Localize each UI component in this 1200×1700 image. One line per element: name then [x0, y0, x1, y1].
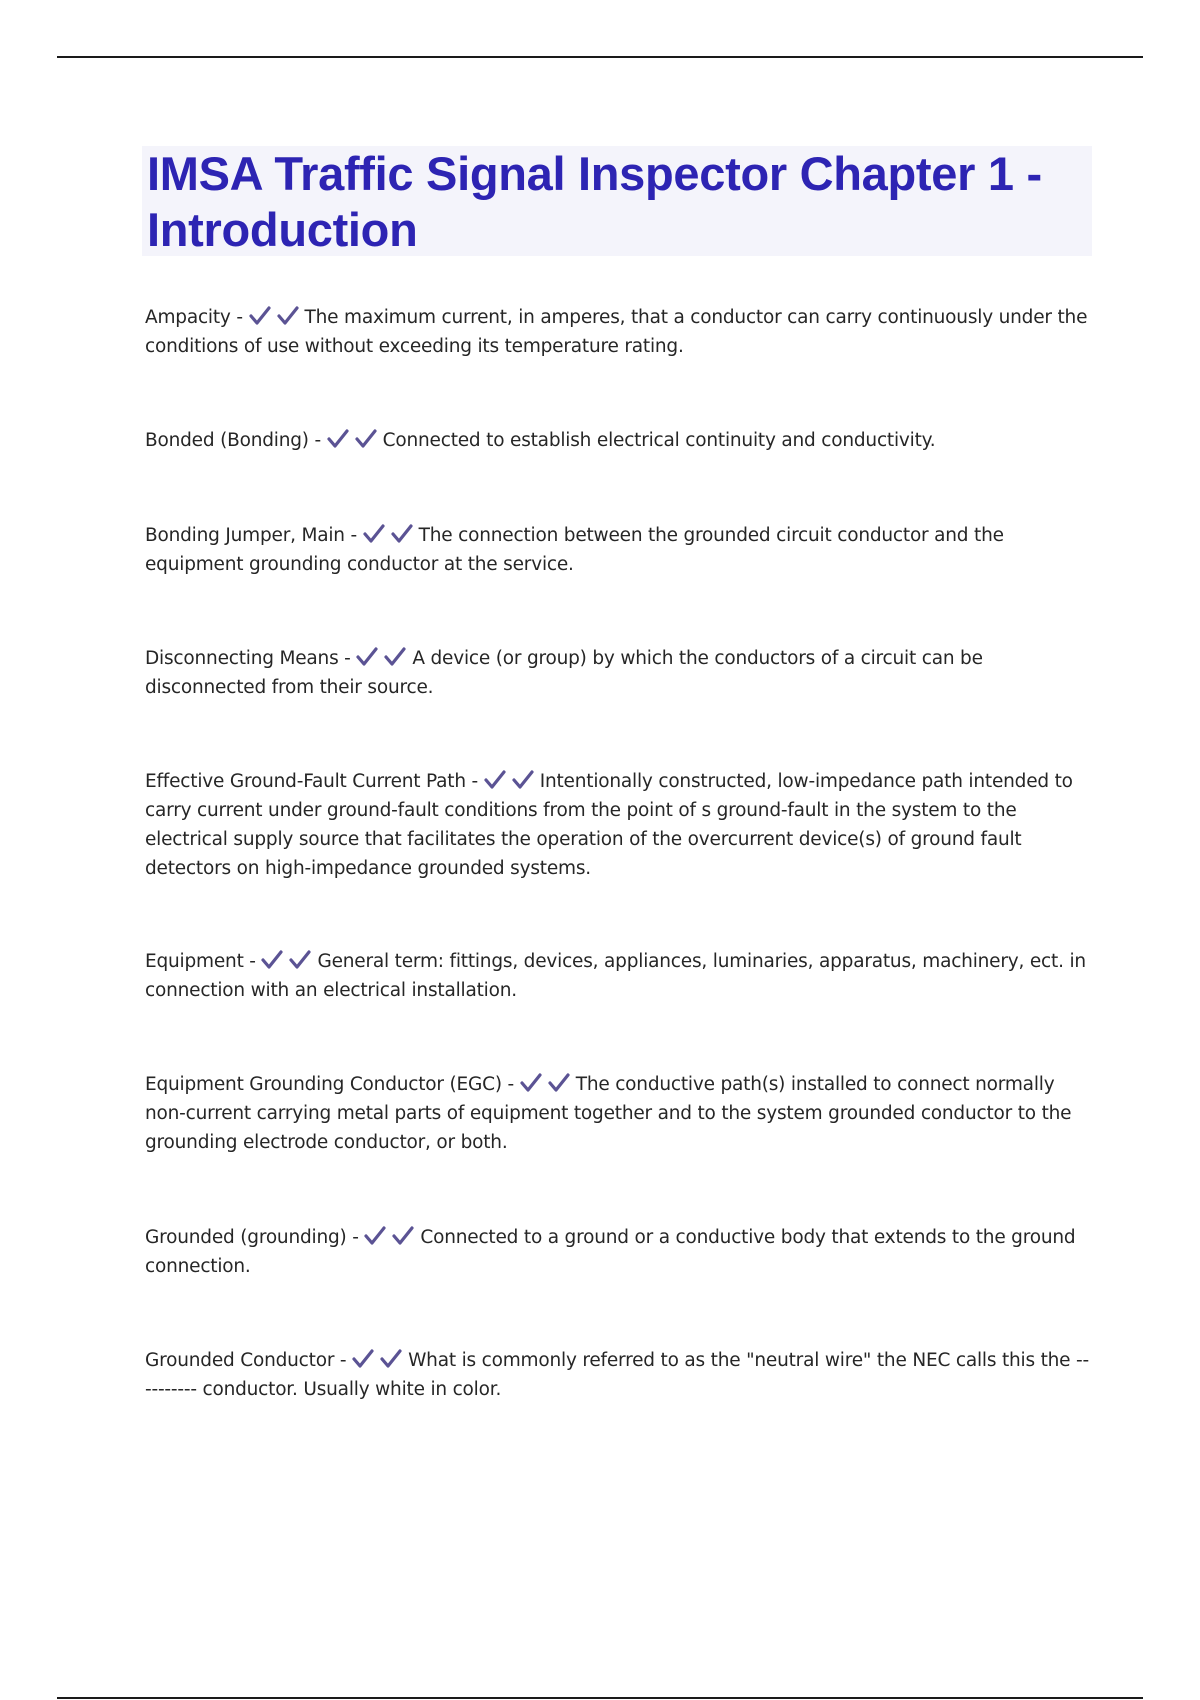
check-icon — [392, 1226, 414, 1246]
entry-definition: A device (or group) by which the conductors of a circuit can be disconnected from their source. — [145, 648, 983, 698]
entry-definition: What is commonly referred to as the "neutral wire" the NEC calls this the ---------- conductor. Usually white in color. — [145, 1350, 1089, 1400]
check-icon — [391, 524, 413, 544]
check-icon — [380, 1349, 402, 1369]
entry-definition: Connected to a ground or a conductive body that extends to the ground connection. — [145, 1227, 1076, 1277]
top-divider — [57, 56, 1143, 58]
definition-entry — [145, 426, 1095, 455]
check-icon — [384, 647, 406, 667]
definition-entry — [145, 1070, 1095, 1157]
check-icon — [363, 524, 385, 544]
check-icon — [289, 950, 311, 970]
entry-term: Equipment Grounding Conductor (EGC) - — [145, 1074, 520, 1095]
title-banner — [142, 146, 1092, 256]
check-icon — [520, 1073, 542, 1093]
check-icon — [356, 647, 378, 667]
check-icon — [484, 770, 506, 790]
definition-entry — [145, 767, 1095, 883]
entry-term: Bonding Jumper, Main - — [145, 525, 363, 546]
entry-term: Grounded (grounding) - — [145, 1227, 365, 1248]
check-icon — [512, 770, 534, 790]
definition-entry — [145, 521, 1095, 579]
bottom-divider — [57, 1697, 1143, 1699]
check-icon — [249, 306, 271, 326]
entry-definition: The conductive path(s) installed to connect normally non-current carrying metal parts of equipment together and to the system grounded conductor to the grounding electrode conductor, or both. — [145, 1074, 1072, 1153]
definition-entry — [145, 1346, 1095, 1404]
definition-entry — [145, 1223, 1095, 1281]
entry-term: Grounded Conductor - — [145, 1350, 353, 1371]
check-icon — [364, 1226, 386, 1246]
entry-term: Effective Ground-Fault Current Path - — [145, 771, 484, 792]
entry-definition: General term: fittings, devices, appliances, luminaries, apparatus, machinery, ect. in connection with an electrical installation. — [145, 951, 1086, 1001]
check-icon — [327, 429, 349, 449]
entry-term: Disconnecting Means - — [145, 648, 357, 669]
entry-definition: The connection between the grounded circuit conductor and the equipment grounding conductor at the service. — [145, 525, 1004, 575]
check-icon — [261, 950, 283, 970]
entry-term: Equipment - — [145, 951, 262, 972]
entry-definition: Connected to establish electrical continuity and conductivity. — [382, 430, 936, 451]
entry-term: Ampacity - — [145, 307, 249, 328]
check-icon — [355, 429, 377, 449]
definition-entry — [145, 303, 1095, 361]
page-title: IMSA Traffic Signal Inspector Chapter 1 - Introduction — [147, 147, 1042, 256]
entry-definition: Intentionally constructed, low-impedance path intended to carry current under ground-fault conditions from the point of s ground-fault in the system to the electrical supply source that facilitates the operation of the overcurrent device(s) of ground fault detectors on high-impedance grounded systems. — [145, 771, 1073, 879]
definition-entry — [145, 947, 1095, 1005]
entry-definition: The maximum current, in amperes, that a conductor can carry continuously under the conditions of use without exceeding its temperature rating. — [145, 307, 1088, 357]
check-icon — [548, 1073, 570, 1093]
check-icon — [277, 306, 299, 326]
entry-term: Bonded (Bonding) - — [145, 430, 327, 451]
definition-entry — [145, 644, 1095, 702]
check-icon — [352, 1349, 374, 1369]
